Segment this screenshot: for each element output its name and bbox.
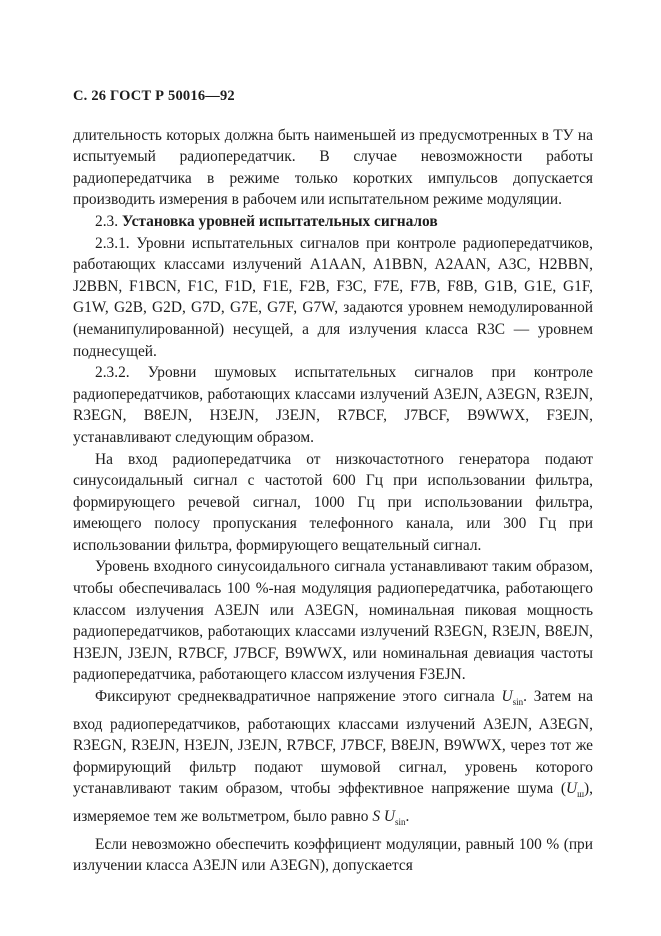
measurement-text-3: ), измеряемое тем же вольтметром, было равно xyxy=(73,780,593,825)
symbol-s: S xyxy=(372,808,381,825)
section-heading xyxy=(73,211,593,233)
symbol-u-sin: $U_{sin}$ xyxy=(501,688,524,708)
symbol-u-noise: $U_ш$ xyxy=(565,780,585,800)
measurement-text-2: . Затем на вход радиопередатчиков, работающих классами излучений A3EJN, A3EGN, R3EGN, R3EJN, H3EJN, J3EJN, R7BCF, J7BCF, B8EJN, B9WWX, через тот же формирующий фильтр подают шумовой сигнал, уровень которого устанавливают таким образом, чтобы эффективное напряжение шума ( xyxy=(73,688,593,798)
paragraph-2-3-2: 2.3.2. Уровни шумовых испытательных сигналов при контроле радиопередатчиков, работающих классами излучений A3EJN, A3EGN, R3EJN, R3EGN, B8EJN, H3EJN, J3EJN, R7BCF, J7BCF, B9WWX, F3EJN, устанавливают следующим образом. xyxy=(73,364,593,446)
paragraph-input-signal: На вход радиопередатчика от низкочастотного генератора подают синусоидальный сигнал с частотой 600 Гц при использовании фильтра, формирующего речевой сигнал, 1000 Гц при использовании фильтра, имеющего полосу пропускания телефонного канала, или 300 Гц при использовании фильтра, формирующего вещательный сигнал. xyxy=(73,450,593,554)
paragraph-intro: длительность которых должна быть наименьшей из предусмотренных в ТУ на испытуемый радиопередатчик. В случае невозможности работы радиопередатчика в режиме только коротких импульсов допускается производить измерения в рабочем или испытательном режиме модуляции. xyxy=(73,126,593,209)
section-title: Установка уровней испытательных сигналов xyxy=(121,212,438,230)
document-page xyxy=(73,86,593,877)
measurement-text-1: Фиксируют среднеквадратичное напряжение этого сигнала xyxy=(95,688,502,706)
section-number: 2.3. xyxy=(95,212,119,230)
symbol-u-sin-2: $U_{sin}$ xyxy=(383,808,406,827)
paragraph-2-3-1: 2.3.1. Уровни испытательных сигналов при контроле радиопередатчиков, работающих классами излучений A1AAN, A1BBN, A2AAN, A3C, H2BBN, J2BBN, F1BCN, F1C, F1D, F1E, F2B, F3C, F7E, F7B, F8B, G1B, G1E, G1F, G1W, G2B, G2D, G7D, G7E, G7F, G7W, задаются уровнем немодулированной (неманипулированной) несущей, а для излучения класса R3C — уровнем поднесущей. xyxy=(73,234,593,360)
paragraph-signal-level: Уровень входного синусоидального сигнала устанавливают таким образом, чтобы обеспечивалась 100 %-ная модуляция радиопередатчика, работающего классом излучения A3EJN или A3EGN, номинальная пиковая мощность радиопередатчиков, работающих классами излучений R3EGN, R3EJN, B8EJN, H3EJN, J3EJN, R7BCF, J7BCF, B9WWX, или номинальная девиация частоты радиопередатчика, работающего классом излучения F3EJN. xyxy=(73,558,593,684)
paragraph-last: Если невозможно обеспечить коэффициент модуляции, равный 100 % (при излучении класса A3EJN или A3EGN), допускается xyxy=(73,835,593,875)
paragraph-measurement xyxy=(73,686,593,834)
measurement-text-4: . xyxy=(405,808,410,825)
page-header: С. 26 ГОСТ Р 50016—92 xyxy=(73,88,235,104)
